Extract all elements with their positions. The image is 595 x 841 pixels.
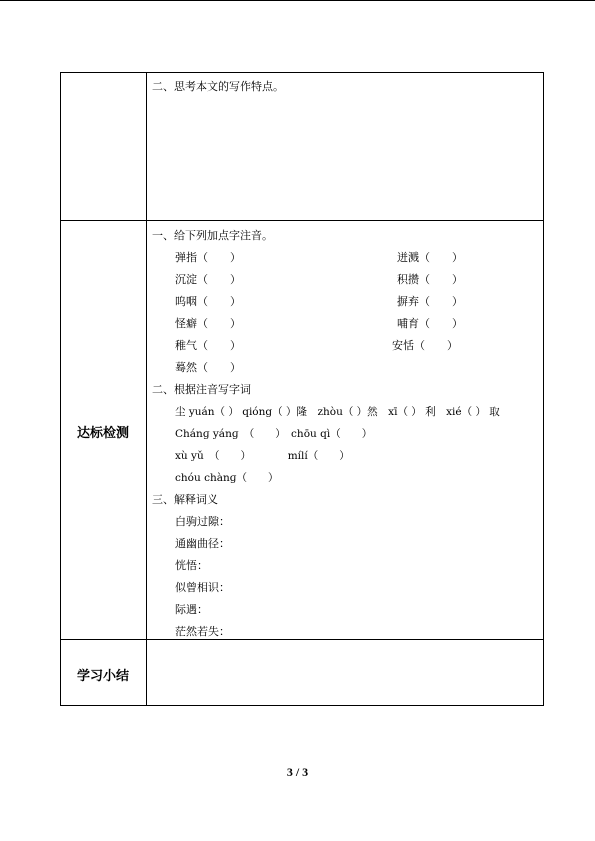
phonetic-item: 哺育（ ） — [397, 317, 463, 330]
table-border-right — [543, 72, 544, 706]
row-label-check: 达标检测 — [76, 426, 129, 441]
part2-title: 二、根据注音写字词 — [152, 383, 251, 396]
definition-item: 茫然若失： — [175, 625, 230, 638]
phonetic-item: 摒弃（ ） — [397, 295, 463, 308]
row-label-summary: 学习小结 — [76, 669, 129, 684]
phonetic-item: 沉淀（ ） — [175, 273, 241, 286]
pinyin-line: chóu chànɡ（ ） — [175, 472, 279, 484]
writing-features-prompt: 二、思考本文的写作特点。 — [152, 80, 284, 93]
definition-item: 似曾相识： — [175, 581, 230, 594]
table-border-bottom — [60, 705, 544, 706]
page-number: 3 / 3 — [286, 765, 309, 779]
lesson-table — [60, 72, 544, 706]
pinyin-line: xù yǔ （ ） mílí（ ） — [175, 450, 350, 462]
page-top-rule — [0, 0, 595, 1]
row-divider-2 — [60, 639, 544, 640]
phonetic-item: 蓦然（ ） — [175, 361, 241, 374]
part3-title: 三、解释词义 — [152, 493, 218, 506]
pinyin-line: 尘 yuán（ ） qióng（ ）隆 zhòu（ ）然 xī（ ） 利 xié（ ） 取 — [175, 406, 500, 418]
phonetic-item: 呜咽（ ） — [175, 295, 241, 308]
phonetic-item: 迸溅（ ） — [397, 251, 463, 264]
phonetic-item: 积攒（ ） — [397, 273, 463, 286]
definition-item: 际遇： — [175, 603, 208, 616]
phonetic-item: 稚气（ ） — [175, 339, 241, 352]
table-border-top — [60, 72, 544, 73]
definition-item: 白驹过隙： — [175, 515, 230, 528]
pinyin-line: Chánɡ yánɡ （ ） chōu qì（ ） — [175, 428, 373, 440]
part1-title: 一、给下列加点字注音。 — [152, 229, 273, 242]
row-divider-1 — [60, 220, 544, 221]
definition-item: 通幽曲径： — [175, 537, 230, 550]
table-border-left — [60, 72, 61, 706]
phonetic-item: 怪癖（ ） — [175, 317, 241, 330]
phonetic-item: 弹指（ ） — [175, 251, 241, 264]
definition-item: 恍悟： — [175, 559, 208, 572]
column-divider — [146, 72, 147, 706]
phonetic-item: 安恬（ ） — [392, 339, 458, 352]
